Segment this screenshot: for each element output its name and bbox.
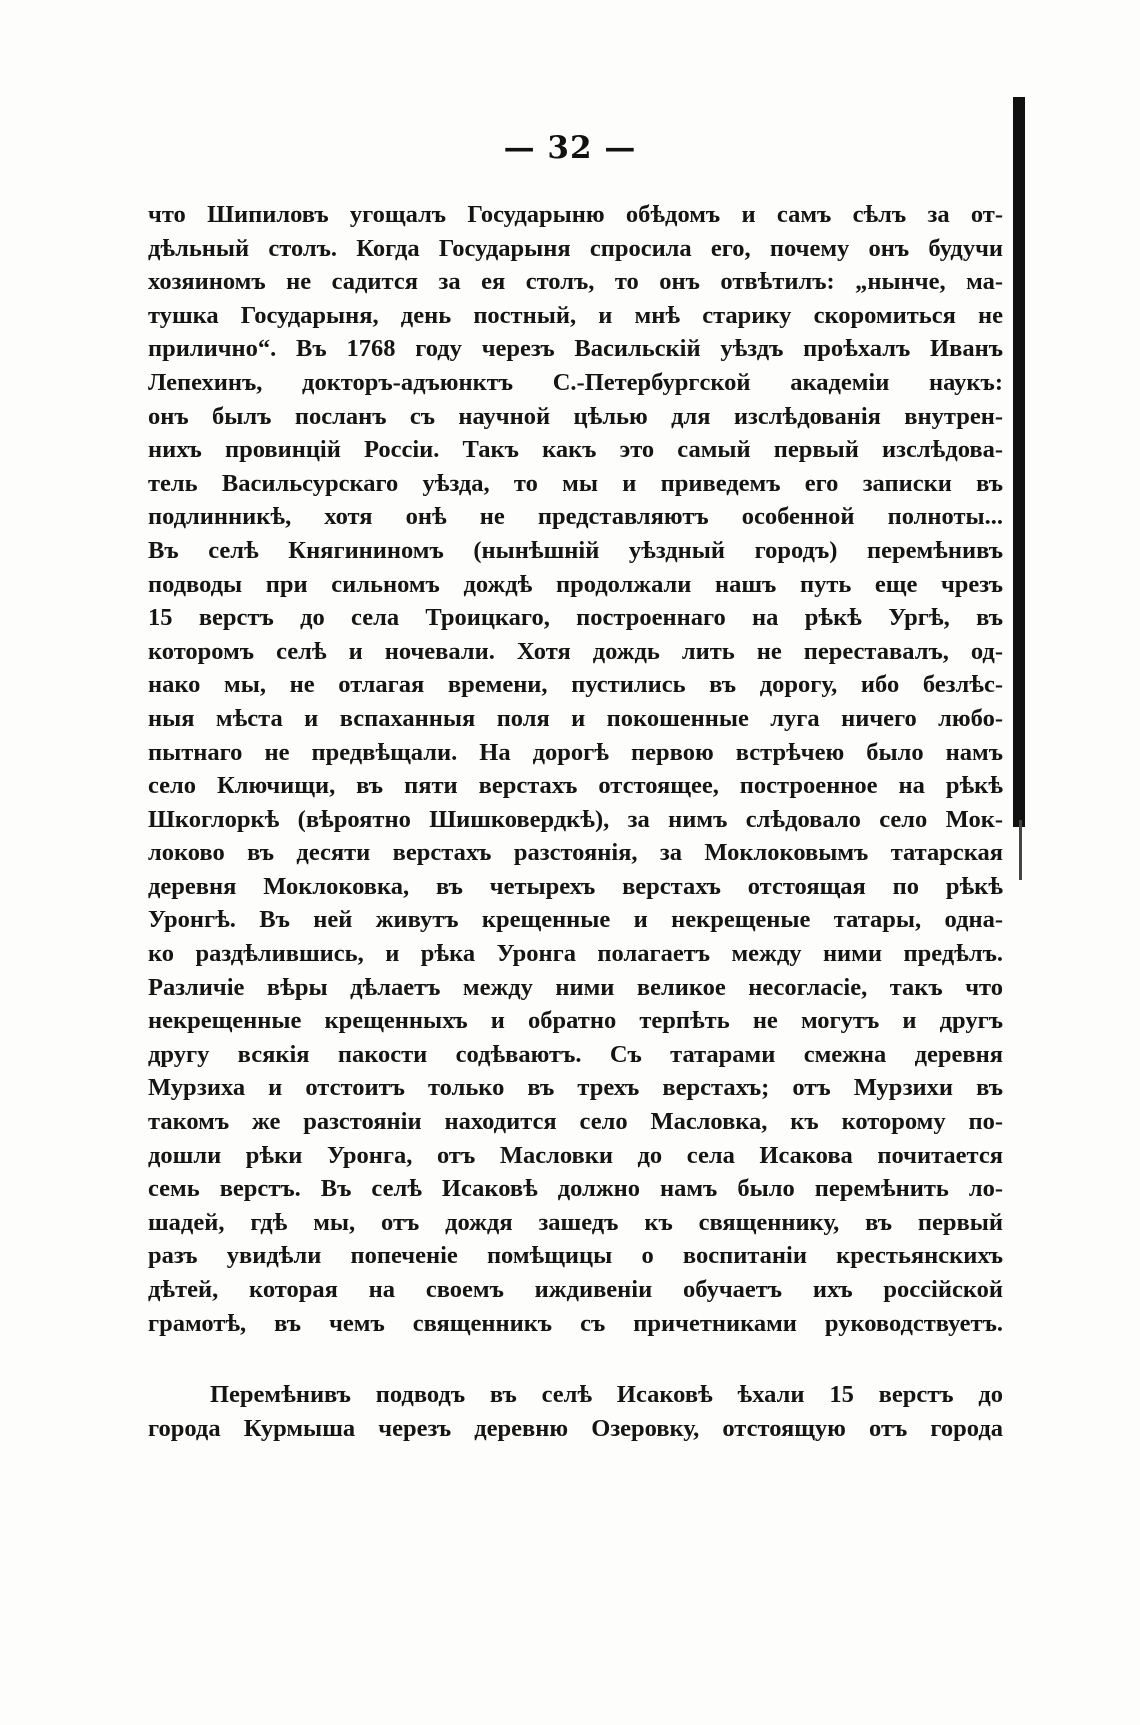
text-line: Лепехинъ, докторъ-адъюнктъ С.-Петербургской академіи наукъ:	[148, 368, 1003, 396]
text-line: тель Васильсурскаго уѣзда, то мы и приведемъ его записки въ	[148, 469, 1003, 497]
text-line: Уронгѣ. Въ ней живутъ крещенные и некрещеные татары, одна-	[148, 906, 1003, 934]
binding-shadow	[1013, 97, 1025, 827]
text-line: локово въ десяти верстахъ разстоянія, за Моклоковымъ татарская	[148, 839, 1003, 867]
text-line: грамотѣ, въ чемъ священникъ съ причетниками руководствуетъ.	[148, 1309, 1003, 1337]
text-line: хозяиномъ не садится за ея столъ, то онъ отвѣтилъ: „нынче, ма-	[148, 268, 1003, 296]
text-line: Перемѣнивъ подводъ въ селѣ Исаковѣ ѣхали 15 верстъ до	[210, 1381, 1003, 1409]
text-line: подводы при сильномъ дождѣ продолжали нашъ путь еще чрезъ	[148, 570, 1003, 598]
text-line: нихъ провинцій Россіи. Такъ какъ это самый первый изслѣдова-	[148, 436, 1003, 464]
text-line: прилично“. Въ 1768 году черезъ Васильскій уѣздъ проѣхалъ Иванъ	[148, 335, 1003, 363]
text-line: другу всякія пакости содѣваютъ. Съ татарами смежна деревня	[148, 1040, 1003, 1068]
text-line: Мурзиха и отстоитъ только въ трехъ верстахъ; отъ Мурзихи въ	[148, 1074, 1003, 1102]
paragraph-2	[148, 1378, 1003, 1445]
text-line: 15 верстъ до села Троицкаго, построеннаго на рѣкѣ Ургѣ, въ	[148, 604, 1003, 632]
text-line: дошли рѣки Уронга, отъ Масловки до села Исакова почитается	[148, 1141, 1003, 1169]
text-line: село Ключищи, въ пяти верстахъ отстоящее, построенное на рѣкѣ	[148, 772, 1003, 800]
paragraph-gap	[148, 1340, 1003, 1378]
text-line: Шкоглоркѣ (вѣроятно Шишковердкѣ), за нимъ слѣдовало село Мок-	[148, 805, 1003, 833]
text-line: семь верстъ. Въ селѣ Исаковѣ должно намъ было перемѣнить ло-	[148, 1175, 1003, 1203]
binding-shadow-lower	[1019, 820, 1022, 880]
text-line: дѣльный столъ. Когда Государыня спросила его, почему онъ будучи	[148, 234, 1003, 262]
page-number: — 32 —	[503, 130, 637, 166]
text-line: которомъ селѣ и ночевали. Хотя дождь лить не переставалъ, од-	[148, 637, 1003, 665]
text-line: Въ селѣ Княгининомъ (нынѣшній уѣздный городъ) перемѣнивъ	[148, 536, 1003, 564]
text-line: деревня Моклоковка, въ четырехъ верстахъ отстоящая по рѣкѣ	[148, 872, 1003, 900]
text-line: дѣтей, которая на своемъ иждивеніи обучаетъ ихъ россійской	[148, 1276, 1003, 1303]
text-line: подлинникѣ, хотя онѣ не представляютъ особенной полноты...	[148, 503, 1003, 531]
text-line: что Шипиловъ угощалъ Государыню обѣдомъ и самъ сѣлъ за от-	[148, 201, 1003, 228]
text-line: пытнаго не предвѣщали. На дорогѣ первою встрѣчею было намъ	[148, 738, 1003, 766]
text-line: ныя мѣста и вспаханныя поля и покошенные луга ничего любо-	[148, 704, 1003, 732]
text-line: некрещенные крещенныхъ и обратно терпѣть не могутъ и другъ	[148, 1007, 1003, 1035]
text-line: тушка Государыня, день постный, и мнѣ старику скоромиться не	[148, 301, 1003, 329]
text-line: такомъ же разстояніи находится село Масловка, къ которому по-	[148, 1108, 1003, 1136]
text-line: Различіе вѣры дѣлаетъ между ними великое несогласіе, такъ что	[148, 973, 1003, 1001]
text-line: города Курмыша черезъ деревню Озеровку, отстоящую отъ города	[148, 1414, 1003, 1442]
text-line: онъ былъ посланъ съ научной цѣлью для изслѣдованія внутрен-	[148, 402, 1003, 430]
main-text	[148, 198, 1003, 1445]
text-line: шадей, гдѣ мы, отъ дождя зашедъ къ священнику, въ первый	[148, 1208, 1003, 1236]
text-line: ко раздѣлившись, и рѣка Уронга полагаетъ между ними предѣлъ.	[148, 940, 1003, 968]
text-line: разъ увидѣли попеченіе помѣщицы о воспитаніи крестьянскихъ	[148, 1242, 1003, 1270]
paragraph-1	[148, 198, 1003, 1340]
text-line: нако мы, не отлагая времени, пустились въ дорогу, ибо безлѣс-	[148, 671, 1003, 699]
